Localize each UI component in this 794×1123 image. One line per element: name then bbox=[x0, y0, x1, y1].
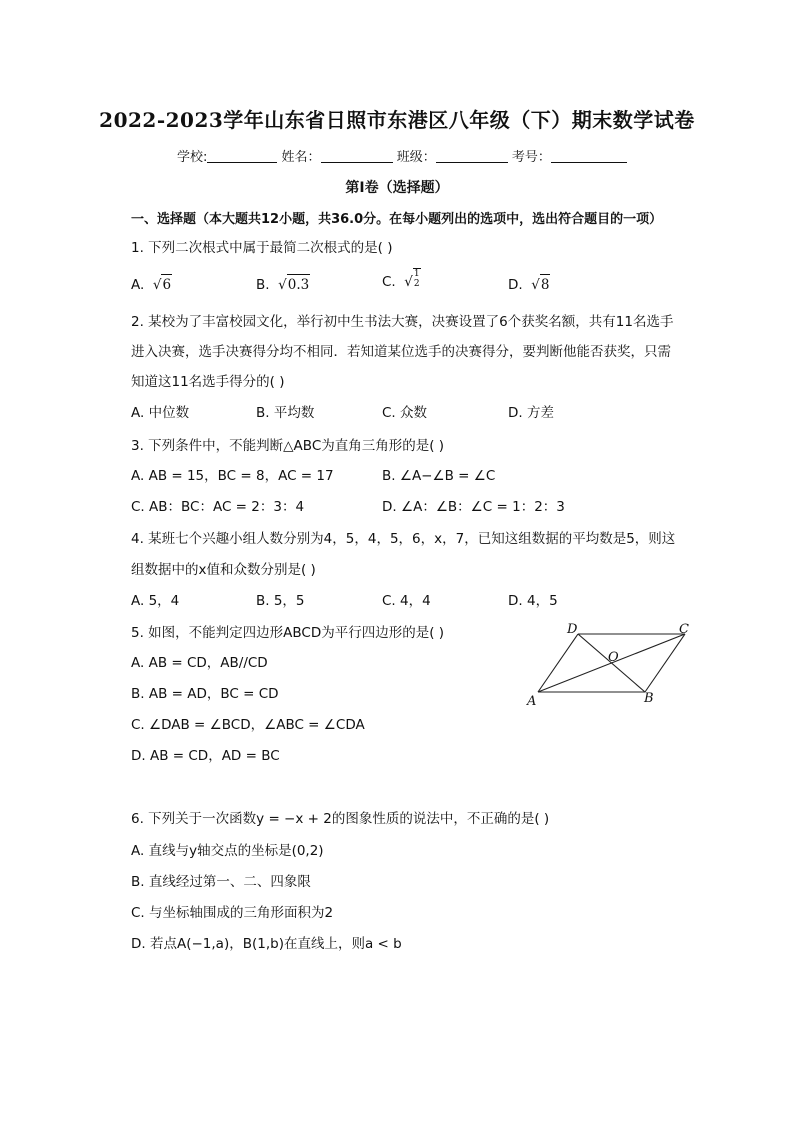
exam-title: 2022-2023学年山东省日照市东港区八年级（下）期末数学试卷 bbox=[99, 108, 695, 132]
q4-option-d: D. 4，5 bbox=[508, 593, 558, 609]
q5-option-c: C. ∠DAB = ∠BCD，∠ABC = ∠CDA bbox=[131, 717, 365, 733]
student-info-line bbox=[177, 146, 627, 165]
q5-option-a: A. AB = CD，AB//CD bbox=[131, 655, 268, 671]
label-d: D bbox=[567, 622, 578, 637]
q4-option-a: A. 5，4 bbox=[131, 593, 180, 609]
question-5: 5. 如图，不能判定四边形ABCD为平行四边形的是( ) bbox=[131, 625, 445, 641]
q5-option-d: D. AB = CD，AD = BC bbox=[131, 748, 280, 764]
q2-option-d: D. 方差 bbox=[508, 405, 554, 421]
q3-option-b: B. ∠A−∠B = ∠C bbox=[382, 468, 496, 484]
label-o: O bbox=[608, 650, 619, 665]
part-heading: 一、选择题（本大题共12小题，共36.0分。在每小题列出的选项中，选出符合题目的一项） bbox=[131, 212, 663, 227]
q3-option-c: C. AB：BC：AC = 2：3：4 bbox=[131, 499, 305, 515]
q2-option-c: C. 众数 bbox=[382, 405, 428, 421]
q3-option-d: D. ∠A：∠B：∠C = 1：2：3 bbox=[382, 499, 565, 515]
exam-no-label: 考号： bbox=[511, 150, 551, 165]
q4-option-c: C. 4，4 bbox=[382, 593, 431, 609]
q1-option-c: C. √1 2 bbox=[382, 269, 420, 290]
question-2-line-3: 知道这11名选手得分的( ) bbox=[131, 374, 285, 390]
exam-no-blank bbox=[551, 150, 627, 163]
q6-option-b: B. 直线经过第一、二、四象限 bbox=[131, 874, 311, 890]
side-cb bbox=[645, 634, 685, 692]
q2-option-a: A. 中位数 bbox=[131, 405, 190, 421]
question-4-line-2: 组数据中的x值和众数分别是( ) bbox=[131, 562, 316, 578]
q1-option-d: D. √8 bbox=[508, 274, 550, 295]
name-blank bbox=[321, 150, 393, 163]
q6-option-c: C. 与坐标轴围成的三角形面积为2 bbox=[131, 905, 334, 921]
class-label: 班级： bbox=[396, 150, 436, 165]
q1-option-a: A. √6 bbox=[131, 274, 172, 295]
name-label: 姓名： bbox=[281, 150, 321, 165]
school-label: 学校: bbox=[177, 150, 208, 165]
label-b: B bbox=[644, 691, 654, 706]
question-6: 6. 下列关于一次函数y = −x + 2的图象性质的说法中，不正确的是( ) bbox=[131, 811, 550, 827]
question-3: 3. 下列条件中，不能判断△ABC为直角三角形的是( ) bbox=[131, 438, 445, 454]
side-ad bbox=[538, 634, 578, 692]
label-c: C bbox=[679, 622, 689, 637]
question-2-line-2: 进入决赛，选手决赛得分均不相同．若知道某位选手的决赛得分，要判断他能否获奖，只需 bbox=[131, 344, 671, 360]
q6-option-d: D. 若点A(−1,a)，B(1,b)在直线上，则a < b bbox=[131, 936, 402, 952]
school-blank bbox=[207, 150, 277, 163]
question-1: 1. 下列二次根式中属于最简二次根式的是( ) bbox=[131, 240, 393, 256]
q2-option-b: B. 平均数 bbox=[256, 405, 315, 421]
class-blank bbox=[436, 150, 508, 163]
question-2-line-1: 2. 某校为了丰富校园文化，举行初中生书法大赛，决赛设置了6个获奖名额，共有11名选手 bbox=[131, 314, 674, 330]
parallelogram-figure bbox=[520, 622, 700, 712]
q6-option-a: A. 直线与y轴交点的坐标是(0,2) bbox=[131, 843, 324, 859]
label-a: A bbox=[527, 694, 537, 709]
q3-option-a: A. AB = 15，BC = 8，AC = 17 bbox=[131, 468, 334, 484]
question-4-line-1: 4. 某班七个兴趣小组人数分别为4，5，4，5，6，x，7，已知这组数据的平均数是5，则这 bbox=[131, 531, 676, 547]
q5-option-b: B. AB = AD，BC = CD bbox=[131, 686, 279, 702]
section-heading: 第Ⅰ卷（选择题） bbox=[345, 180, 449, 196]
q4-option-b: B. 5，5 bbox=[256, 593, 305, 609]
q1-option-b: B. √0.3 bbox=[256, 274, 310, 295]
